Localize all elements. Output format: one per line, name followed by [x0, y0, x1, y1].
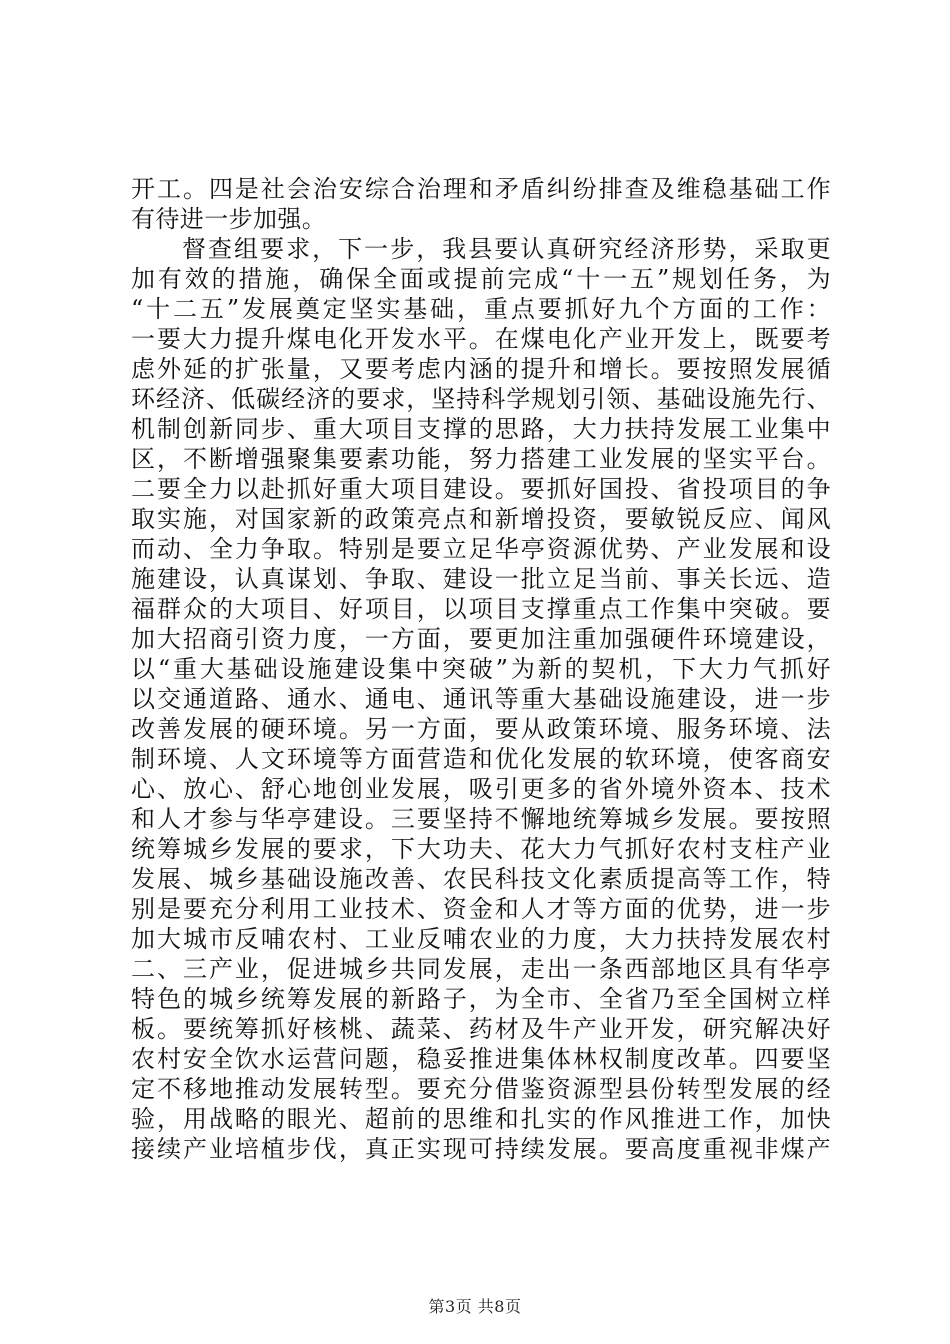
text-line: 心、放心、舒心地创业发展，吸引更多的省外境外资本、技术 [131, 775, 831, 803]
text-line: 环经济、低碳经济的要求，坚持科学规划引领、基础设施先行、 [131, 385, 831, 413]
text-line: 加有效的措施，确保全面或提前完成“十一五”规划任务，为 [131, 265, 831, 293]
text-line: 一要大力提升煤电化开发水平。在煤电化产业开发上，既要考 [131, 325, 831, 353]
text-line: 有待进一步加强。 [131, 205, 327, 233]
text-line: 虑外延的扩张量，又要考虑内涵的提升和增长。要按照发展循 [131, 355, 831, 383]
text-line: 板。要统筹抓好核桃、蔬菜、药材及牛产业开发，研究解决好 [131, 1015, 831, 1043]
text-line: 取实施，对国家新的政策亮点和新增投资，要敏锐反应、闻风 [131, 505, 831, 533]
text-line: 加大招商引资力度，一方面，要更加注重加强硬件环境建设， [131, 625, 831, 653]
text-line: 机制创新同步、重大项目支撑的思路，大力扶持发展工业集中 [131, 415, 831, 443]
text-line: 二、三产业，促进城乡共同发展，走出一条西部地区具有华亭 [131, 955, 831, 983]
page-number-footer: 第3页 共8页 [428, 1297, 522, 1316]
text-line: “十二五”发展奠定坚实基础，重点要抓好九个方面的工作： [131, 295, 831, 323]
text-line: 农村安全饮水运营问题，稳妥推进集体林权制度改革。四要坚 [131, 1045, 831, 1073]
text-line: 福群众的大项目、好项目，以项目支撑重点工作集中突破。要 [131, 595, 831, 623]
text-line: 而动、全力争取。特别是要立足华亭资源优势、产业发展和设 [131, 535, 831, 563]
text-line: 统筹城乡发展的要求，下大功夫、花大力气抓好农村支柱产业 [131, 835, 831, 863]
text-line: 施建设，认真谋划、争取、建设一批立足当前、事关长远、造 [131, 565, 831, 593]
text-line: 验，用战略的眼光、超前的思维和扎实的作风推进工作，加快 [131, 1105, 831, 1133]
text-line: 发展、城乡基础设施改善、农民科技文化素质提高等工作，特 [131, 865, 831, 893]
text-line: 和人才参与华亭建设。三要坚持不懈地统筹城乡发展。要按照 [131, 805, 831, 833]
text-line: 制环境、人文环境等方面营造和优化发展的软环境，使客商安 [131, 745, 831, 773]
text-line: 督查组要求，下一步，我县要认真研究经济形势，采取更 [182, 235, 831, 263]
text-line: 以“重大基础设施建设集中突破”为新的契机，下大力气抓好 [131, 655, 831, 683]
text-line: 接续产业培植步伐，真正实现可持续发展。要高度重视非煤产 [131, 1135, 831, 1163]
text-line: 以交通道路、通水、通电、通讯等重大基础设施建设，进一步 [131, 685, 831, 713]
body-text [131, 174, 831, 1164]
text-line: 加大城市反哺农村、工业反哺农业的力度，大力扶持发展农村 [131, 925, 831, 953]
text-line: 开工。四是社会治安综合治理和矛盾纠纷排查及维稳基础工作 [131, 175, 831, 203]
text-line: 定不移地推动发展转型。要充分借鉴资源型县份转型发展的经 [131, 1075, 831, 1103]
text-line: 别是要充分利用工业技术、资金和人才等方面的优势，进一步 [131, 895, 831, 923]
text-line: 特色的城乡统筹发展的新路子，为全市、全省乃至全国树立样 [131, 985, 831, 1013]
text-line: 改善发展的硬环境。另一方面，要从政策环境、服务环境、法 [131, 715, 831, 743]
text-line: 区，不断增强聚集要素功能，努力搭建工业发展的坚实平台。 [131, 445, 831, 473]
text-line: 二要全力以赴抓好重大项目建设。要抓好国投、省投项目的争 [131, 475, 831, 503]
